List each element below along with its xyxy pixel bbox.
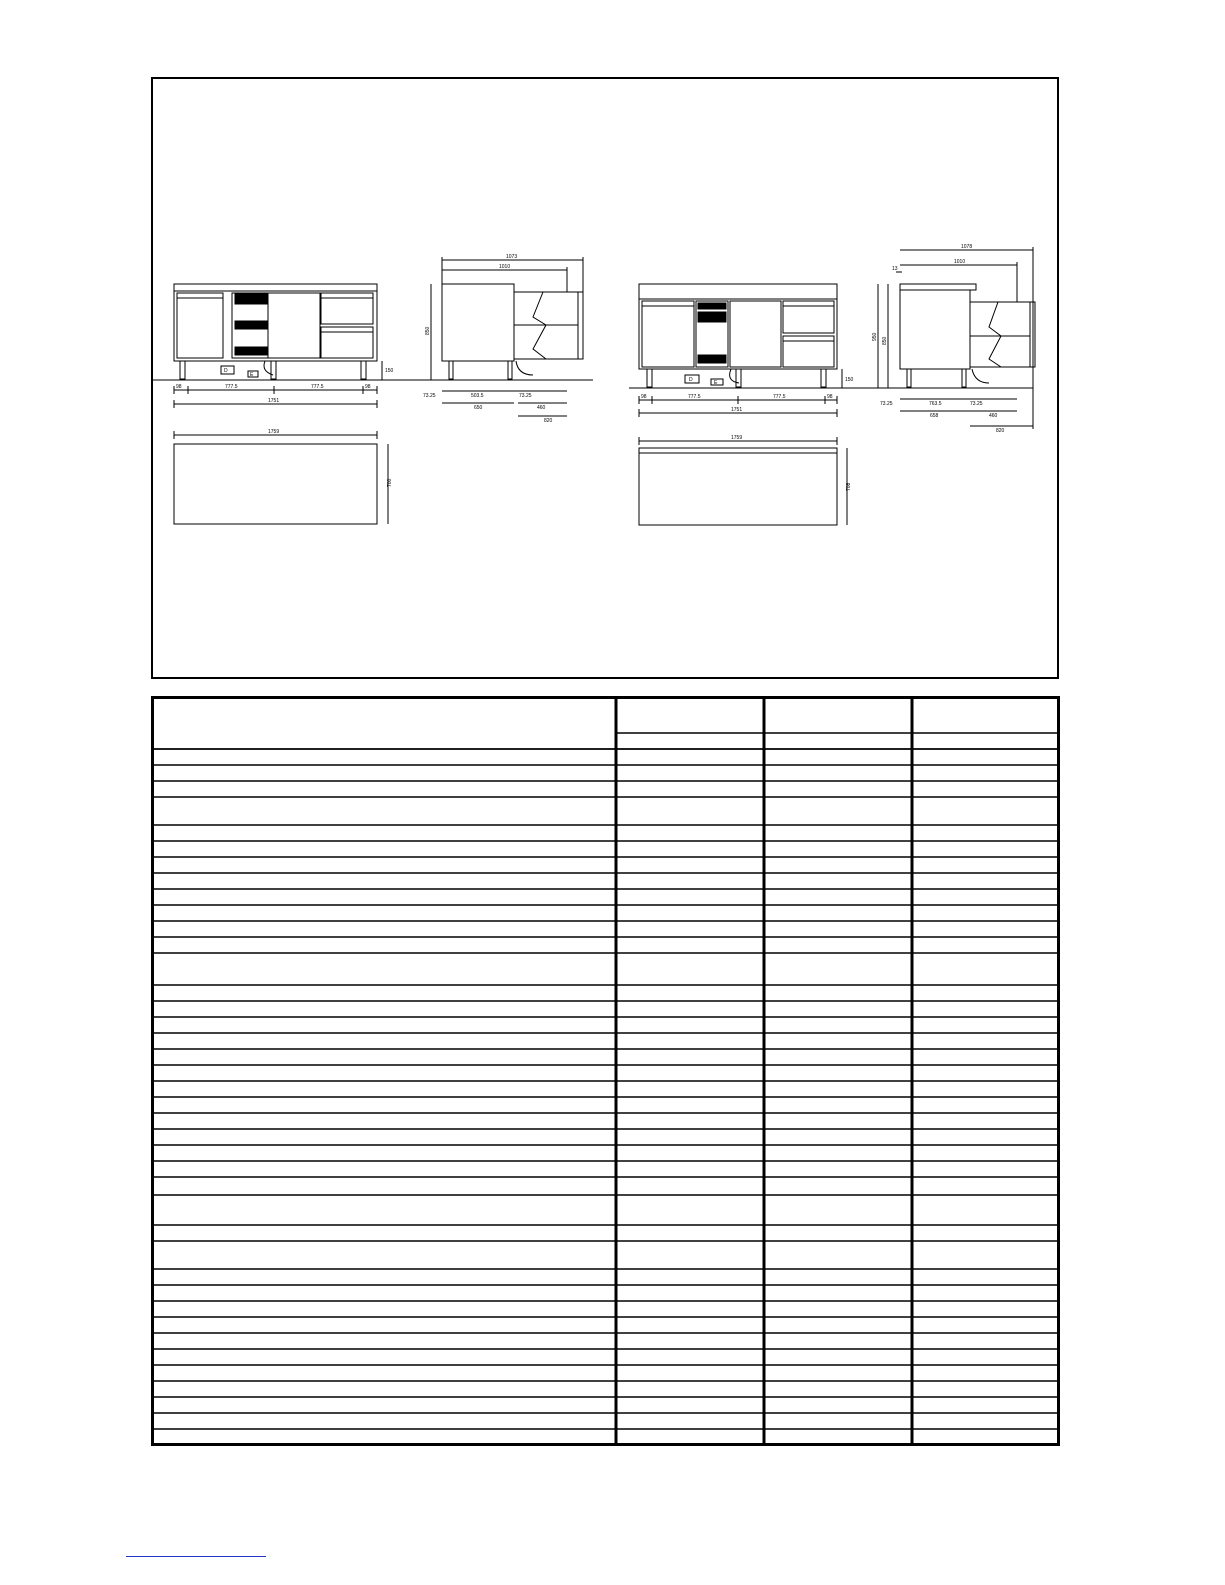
dim-height-outer: 950 [872, 332, 878, 341]
dim-m1-right: 73.25 [880, 401, 893, 407]
dim-m3-right: 73.25 [970, 401, 983, 407]
dim-leg-right: 150 [845, 377, 854, 383]
dim-reach: 820 [544, 418, 553, 424]
dim-height-inner: 850 [882, 336, 888, 345]
dim-m2: 503.5 [471, 393, 484, 399]
left-top-dimension-text [268, 429, 393, 487]
dim-side-a: 98 [176, 384, 182, 390]
dim-total: 1751 [268, 398, 280, 404]
dim-top-width: 1759 [268, 429, 280, 435]
dim-side-b-right: 98 [827, 394, 833, 400]
dim-base: 650 [474, 405, 483, 411]
dim-top-depth: 700 [387, 478, 393, 487]
right-front-elevation [629, 284, 853, 417]
footer-link-underline[interactable] [126, 1556, 266, 1557]
dim-m1: 73.25 [423, 393, 436, 399]
right-side-dimension-text [872, 244, 1005, 434]
dim-section-a: 777.5 [225, 384, 238, 390]
right-top-view [639, 437, 847, 525]
dim-section-b-right: 777.5 [773, 394, 786, 400]
label-d-right: D [689, 377, 693, 383]
dim-m2-right: 763.5 [929, 401, 942, 407]
dim-m3: 73.25 [519, 393, 532, 399]
dim-depth-right: 1010 [954, 259, 966, 265]
specification-table [151, 696, 1060, 1446]
dim-section-a-right: 777.5 [688, 394, 701, 400]
dim-top-thick: 13 [892, 266, 898, 272]
table-grid [154, 699, 1057, 1443]
dim-top-width-right: 1759 [731, 435, 743, 441]
technical-drawing [153, 79, 1057, 677]
dim-overall-right: 1078 [961, 244, 973, 250]
label-e: E [250, 372, 254, 378]
dim-reach-right: 820 [996, 428, 1005, 434]
dim-side-b: 98 [365, 384, 371, 390]
dim-depth: 1010 [499, 264, 511, 270]
label-e-right: E [714, 380, 718, 386]
left-top-view [174, 431, 388, 524]
label-d: D [224, 368, 228, 374]
dim-top-depth-right: 708 [846, 482, 852, 491]
right-top-dimension-text [731, 435, 852, 491]
right-front-dimension-text [641, 377, 854, 413]
dim-base-right: 658 [930, 413, 939, 419]
left-front-elevation [153, 284, 393, 408]
dim-drawer-right: 460 [989, 413, 998, 419]
dim-overall: 1073 [506, 254, 518, 260]
dim-side-a-right: 98 [641, 394, 647, 400]
dim-drawer: 460 [537, 405, 546, 411]
dim-leg: 150 [385, 368, 394, 374]
dim-section-b: 777.5 [311, 384, 324, 390]
dim-height: 850 [425, 326, 431, 335]
drawing-frame [151, 77, 1059, 679]
dim-total-right: 1751 [731, 407, 743, 413]
